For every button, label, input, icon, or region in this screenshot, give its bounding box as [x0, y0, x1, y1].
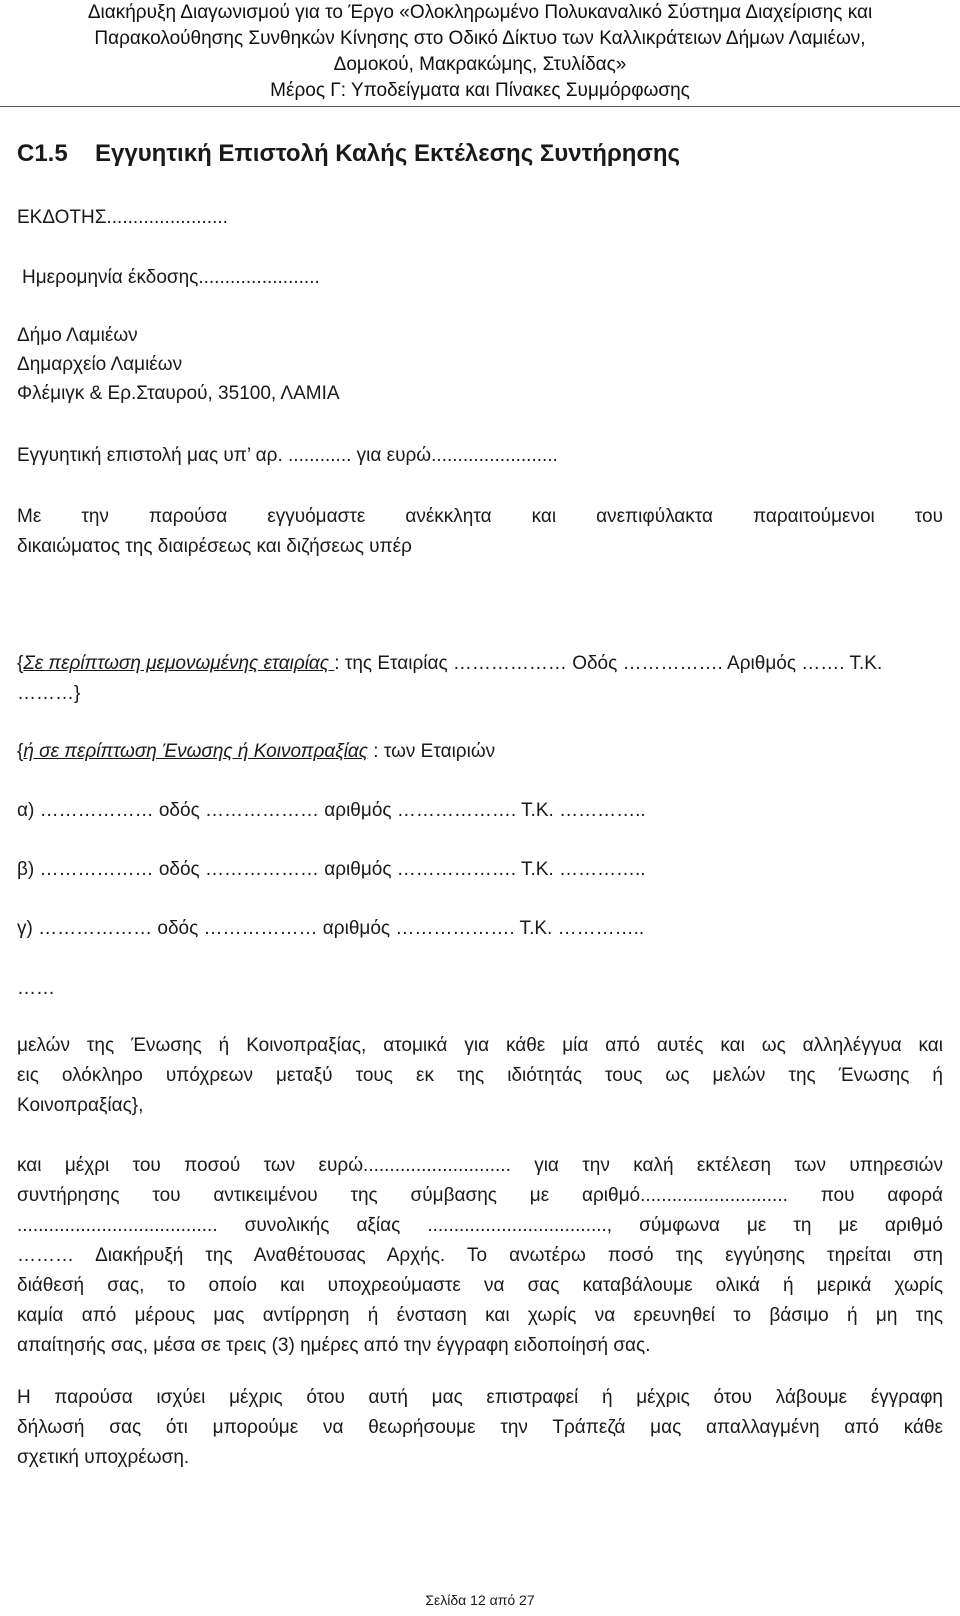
- paragraph-line: συντήρησης του αντικειμένου της σύμβασης με αριθμό............................ που αφορά: [17, 1185, 943, 1206]
- issue-date-line: Ημερομηνία έκδοσης.......................: [22, 267, 320, 288]
- consortium-text: : των Εταιριών: [368, 741, 496, 762]
- paragraph-line: Κοινοπραξίας},: [17, 1095, 144, 1116]
- paragraph-line: δήλωσή σας ότι μπορούμε να θεωρήσουμε την Τράπεζά μας απαλλαγμένη από κάθε: [17, 1417, 943, 1438]
- paragraph-line: σχετική υποχρέωση.: [17, 1447, 190, 1468]
- section-number: C1.5: [17, 140, 68, 167]
- single-company-continuation: ………}: [17, 683, 81, 704]
- header-line: Διακήρυξη Διαγωνισμού για το Έργο «Ολοκληρωμένο Πολυκαναλικό Σύστημα Διαχείρισης και: [87, 2, 873, 23]
- paragraph-line: διάθεσή σας, το οποίο και υποχρεούμαστε να σας καταβάλουμε ολικά ή μερικά χωρίς: [17, 1275, 943, 1296]
- paragraph-line: δικαιώματος της διαιρέσεως και διζήσεως υπέρ: [17, 536, 412, 557]
- ellipsis-line: ……: [17, 978, 55, 999]
- consortium-clause: [17, 740, 495, 764]
- paragraph-line: ...................................... συνολικής αξίας .................................., σύμφωνα με τη με αριθμό: [17, 1215, 943, 1236]
- paragraph-line: και μέχρι του ποσού των ευρώ............................ για την καλή εκτέλεση των υπηρεσιών: [17, 1155, 943, 1176]
- open-brace: {: [17, 741, 24, 762]
- recipient-line: Δήμο Λαμιέων: [17, 325, 138, 346]
- single-company-fields: : της Εταιρίας ……………… Οδός ……………. Αριθμός ……. Τ.Κ.: [334, 653, 883, 674]
- paragraph-line: Η παρούσα ισχύει μέχρις ότου αυτή μας επιστραφεί ή μέχρις ότου λάβουμε έγγραφη: [17, 1387, 943, 1408]
- issuer-line: ΕΚΔΟΤΗΣ.......................: [17, 207, 228, 228]
- consortium-label: ή σε περίπτωση Ένωσης ή Κοινοπραξίας: [23, 741, 368, 762]
- paragraph-line: ……… Διακήρυξή της Αναθέτουσας Αρχής. Το ανωτέρω ποσό της εγγύησης τηρείται στη: [17, 1245, 943, 1266]
- member-line-a: α) ……………… οδός ……………… αριθμός ………………. Τ.Κ. …………..: [17, 800, 646, 821]
- members-paragraph: [17, 1031, 943, 1121]
- header-line: Δομοκού, Μακρακώμης, Στυλίδας»: [333, 54, 627, 75]
- intro-paragraph: [17, 502, 943, 562]
- paragraph-line: απαίτησής σας, μέσα σε τρεις (3) ημέρες από την έγγραφη ειδοποίησή σας.: [17, 1335, 651, 1356]
- recipient-line: Δημαρχείο Λαμιέων: [17, 354, 183, 375]
- open-brace: {: [17, 653, 24, 674]
- member-line-b: β) ……………… οδός ……………… αριθμός ………………. Τ.Κ. …………..: [17, 859, 646, 880]
- validity-paragraph: [17, 1383, 943, 1473]
- guarantee-reference: Εγγυητική επιστολή μας υπ’ αρ. ............ για ευρώ........................: [17, 445, 558, 466]
- page-header: [0, 0, 960, 106]
- paragraph-line: μελών της Ένωσης ή Κοινοπραξίας, ατομικά για κάθε μία από αυτές και ως αλληλέγγυα και: [17, 1035, 943, 1056]
- section-title: [17, 140, 680, 168]
- section-title-text: Εγγυητική Επιστολή Καλής Εκτέλεσης Συντήρησης: [95, 140, 681, 167]
- recipient-address: Φλέμιγκ & Ερ.Σταυρού, 35100, ΛΑΜΙΑ: [17, 383, 340, 404]
- amount-paragraph: [17, 1151, 943, 1361]
- paragraph-line: Με την παρούσα εγγυόμαστε ανέκκλητα και ανεπιφύλακτα παραιτούμενοι του: [17, 506, 943, 527]
- header-line: Παρακολούθησης Συνθηκών Κίνησης στο Οδικό Δίκτυο των Καλλικράτειων Δήμων Λαμιέων,: [94, 28, 866, 49]
- single-company-label: Σε περίπτωση μεμονωμένης εταιρίας: [23, 653, 335, 674]
- page-number: Σελίδα 12 από 27: [425, 1592, 535, 1608]
- single-company-clause: [17, 652, 882, 676]
- paragraph-line: καμία από μέρους μας αντίρρηση ή ένσταση και χωρίς να ερευνηθεί το βάσιμο ή μη της: [17, 1305, 943, 1326]
- header-line: Μέρος Γ: Υποδείγματα και Πίνακες Συμμόρφωσης: [270, 80, 690, 101]
- paragraph-line: εις ολόκληρο υπόχρεων μεταξύ τους εκ της ιδιότητάς τους ως μελών της Ένωσης ή: [17, 1065, 943, 1086]
- header-divider: [0, 106, 960, 107]
- member-line-c: γ) ……………… οδός ……………… αριθμός ………………. Τ.Κ. …………..: [17, 918, 645, 939]
